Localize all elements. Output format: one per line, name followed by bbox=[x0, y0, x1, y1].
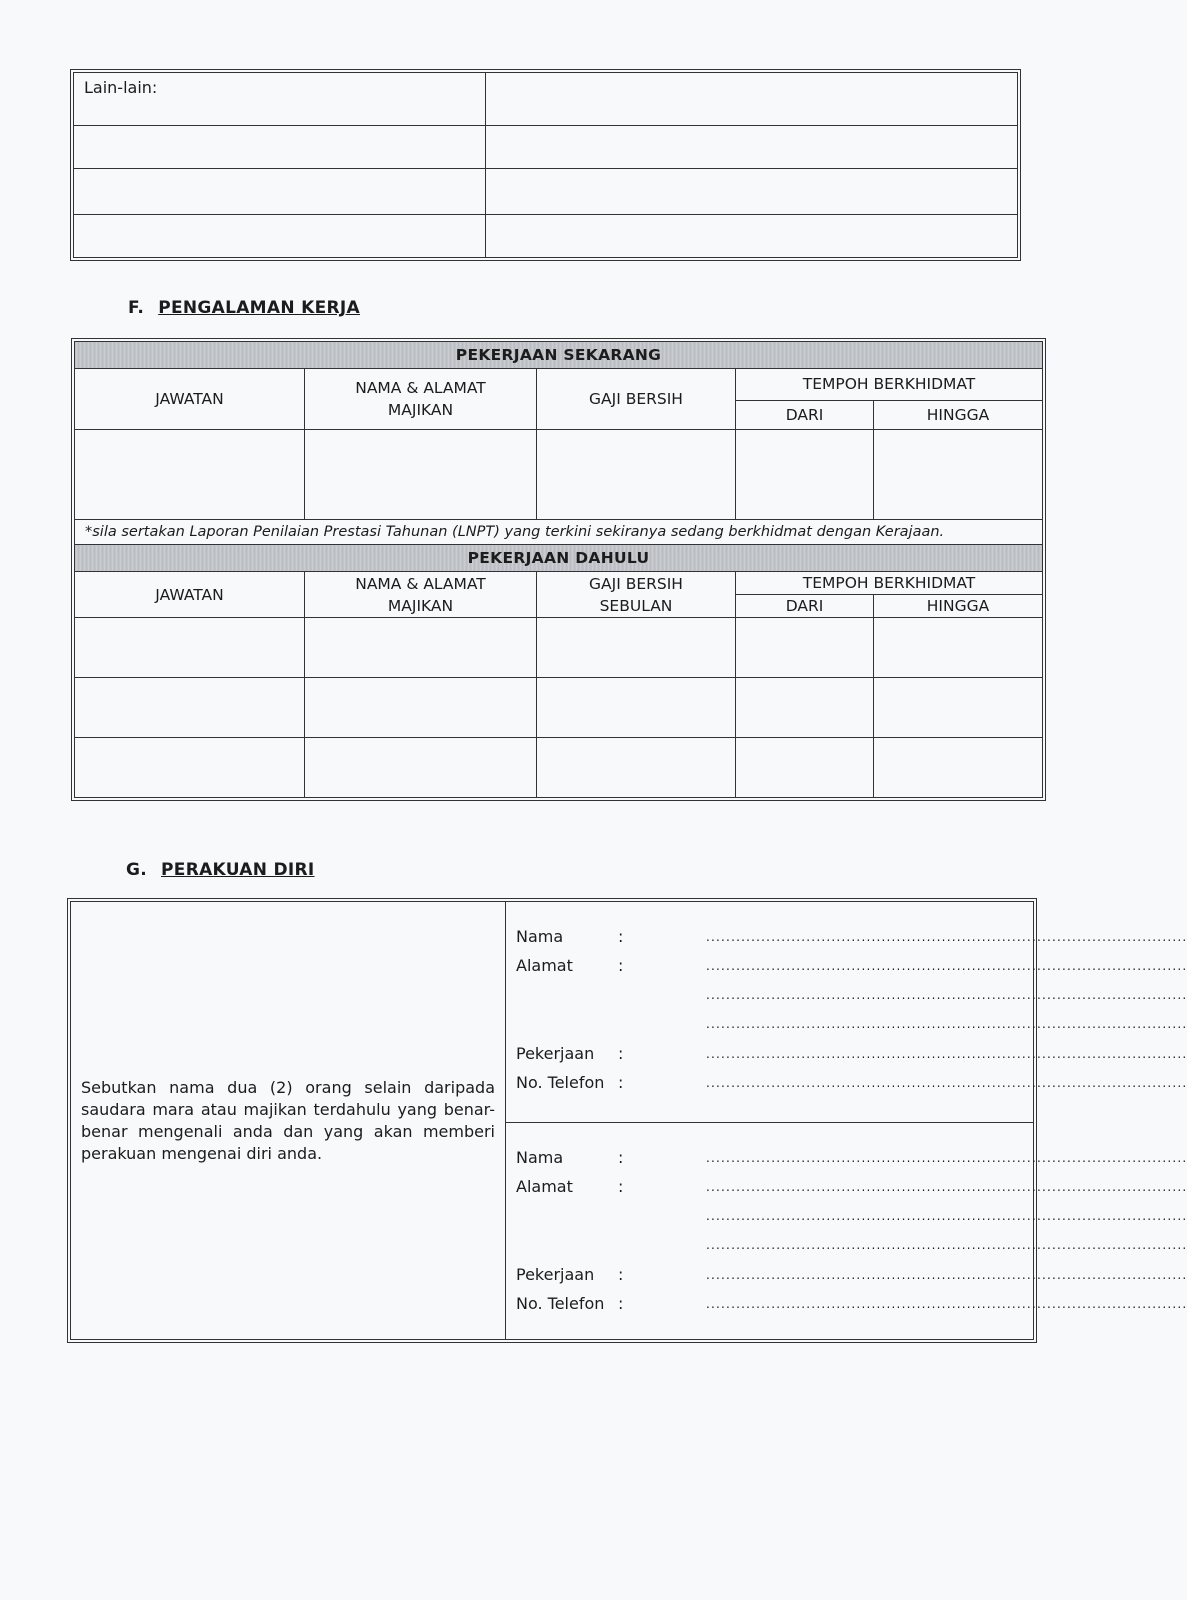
col-nama-alamat-text: NAMA & ALAMAT MAJIKAN bbox=[355, 379, 486, 419]
referee-1-nama-line[interactable] bbox=[516, 922, 1187, 952]
table-row bbox=[75, 369, 1043, 401]
colon: : bbox=[618, 1265, 624, 1284]
col-dari: DARI bbox=[736, 400, 874, 429]
referee-table bbox=[70, 901, 1187, 1340]
previous-job-band: PEKERJAAN DAHULU bbox=[75, 545, 1043, 572]
alamat-label: Alamat bbox=[516, 1177, 573, 1196]
section-f-letter: F. bbox=[128, 298, 145, 318]
referee-2-telefon-line[interactable] bbox=[516, 1289, 1187, 1319]
previous-dari-cell[interactable] bbox=[736, 678, 874, 738]
dotted-line: ................................................................................................ bbox=[706, 1076, 1187, 1090]
other-info-table bbox=[73, 72, 1018, 258]
current-job-band: PEKERJAAN SEKARANG bbox=[75, 342, 1043, 369]
referee-1-alamat-line[interactable] bbox=[516, 951, 1187, 981]
previous-jawatan-cell[interactable] bbox=[75, 678, 305, 738]
section-g-letter: G. bbox=[126, 860, 148, 880]
dotted-line: ................................................................................................ bbox=[706, 1017, 1187, 1031]
dotted-line: ................................................................................................ bbox=[706, 959, 1187, 973]
previous-dari-cell[interactable] bbox=[736, 738, 874, 798]
section-g-heading bbox=[126, 860, 315, 880]
dotted-line: ................................................................................................ bbox=[706, 1209, 1187, 1223]
col-nama-alamat bbox=[305, 369, 537, 430]
referee-2-pekerjaan-line[interactable] bbox=[516, 1260, 1187, 1290]
colon: : bbox=[618, 1073, 624, 1092]
colon: : bbox=[618, 1044, 624, 1063]
other-info-field[interactable] bbox=[486, 126, 1018, 169]
referee-2-nama-line[interactable] bbox=[516, 1143, 1187, 1173]
current-dari-cell[interactable] bbox=[736, 430, 874, 520]
other-info-field[interactable] bbox=[74, 126, 486, 169]
col-tempoh: TEMPOH BERKHIDMAT bbox=[736, 369, 1043, 401]
referee-1-alamat-line-2[interactable] bbox=[516, 980, 1187, 1010]
colon: : bbox=[618, 1148, 624, 1167]
dotted-line: ................................................................................................ bbox=[706, 1151, 1187, 1165]
previous-majikan-cell[interactable] bbox=[305, 618, 537, 678]
referee-1-fields bbox=[506, 902, 1187, 1122]
other-info-label: Lain-lain: bbox=[74, 73, 486, 126]
table-row bbox=[75, 342, 1043, 369]
table-row bbox=[75, 520, 1043, 545]
other-info-field[interactable] bbox=[74, 215, 486, 258]
col-jawatan: JAWATAN bbox=[75, 369, 305, 430]
col-nama-alamat-text: NAMA & ALAMAT MAJIKAN bbox=[355, 574, 486, 615]
col-nama-alamat bbox=[305, 572, 537, 618]
referee-1-telefon-line[interactable] bbox=[516, 1068, 1187, 1098]
previous-majikan-cell[interactable] bbox=[305, 738, 537, 798]
table-row bbox=[74, 73, 1018, 126]
pekerjaan-label: Pekerjaan bbox=[516, 1265, 595, 1284]
current-hingga-cell[interactable] bbox=[874, 430, 1043, 520]
previous-jawatan-cell[interactable] bbox=[75, 738, 305, 798]
table-row bbox=[75, 572, 1043, 595]
table-row bbox=[71, 902, 1034, 1123]
table-row bbox=[75, 618, 1043, 678]
current-gaji-cell[interactable] bbox=[537, 430, 736, 520]
table-row bbox=[75, 678, 1043, 738]
col-hingga: HINGGA bbox=[874, 595, 1043, 618]
dotted-line: ................................................................................................ bbox=[706, 988, 1187, 1002]
pekerjaan-label: Pekerjaan bbox=[516, 1044, 595, 1063]
current-majikan-cell[interactable] bbox=[305, 430, 537, 520]
table-row bbox=[75, 545, 1043, 572]
col-hingga: HINGGA bbox=[874, 400, 1043, 429]
col-tempoh: TEMPOH BERKHIDMAT bbox=[736, 572, 1043, 595]
nama-label: Nama bbox=[516, 927, 564, 946]
previous-hingga-cell[interactable] bbox=[874, 678, 1043, 738]
colon: : bbox=[618, 927, 624, 946]
col-gaji-text: GAJI BERSIH SEBULAN bbox=[589, 574, 683, 615]
other-info-field[interactable] bbox=[486, 215, 1018, 258]
col-dari: DARI bbox=[736, 595, 874, 618]
telefon-label: No. Telefon bbox=[516, 1073, 605, 1092]
previous-hingga-cell[interactable] bbox=[874, 618, 1043, 678]
section-f-heading bbox=[128, 298, 360, 318]
previous-jawatan-cell[interactable] bbox=[75, 618, 305, 678]
nama-label: Nama bbox=[516, 1148, 564, 1167]
referee-2-alamat-line[interactable] bbox=[516, 1172, 1187, 1202]
referee-2-alamat-line-2[interactable] bbox=[516, 1201, 1187, 1231]
colon: : bbox=[618, 1177, 624, 1196]
col-jawatan: JAWATAN bbox=[75, 572, 305, 618]
previous-hingga-cell[interactable] bbox=[874, 738, 1043, 798]
other-info-field[interactable] bbox=[486, 73, 1018, 126]
referee-instructions: Sebutkan nama dua (2) orang selain daripada saudara mara atau majikan terdahulu yang benar-benar mengenali anda dan yang akan memberi perakuan mengenai diri anda. bbox=[71, 902, 506, 1340]
other-info-field[interactable] bbox=[74, 169, 486, 215]
table-row bbox=[74, 126, 1018, 169]
work-experience-table bbox=[74, 341, 1043, 798]
other-info-field[interactable] bbox=[486, 169, 1018, 215]
dotted-line: ................................................................................................ bbox=[706, 1297, 1187, 1311]
dotted-line: ................................................................................................ bbox=[706, 1180, 1187, 1194]
telefon-label: No. Telefon bbox=[516, 1294, 605, 1313]
colon: : bbox=[618, 1294, 624, 1313]
previous-gaji-cell[interactable] bbox=[537, 738, 736, 798]
table-row bbox=[75, 430, 1043, 520]
dotted-line: ................................................................................................ bbox=[706, 1238, 1187, 1252]
referee-1-pekerjaan-line[interactable] bbox=[516, 1039, 1187, 1069]
previous-gaji-cell[interactable] bbox=[537, 678, 736, 738]
colon: : bbox=[618, 956, 624, 975]
dotted-line: ................................................................................................ bbox=[706, 1047, 1187, 1061]
previous-dari-cell[interactable] bbox=[736, 618, 874, 678]
referee-2-fields bbox=[506, 1123, 1187, 1339]
col-gaji: GAJI BERSIH bbox=[537, 369, 736, 430]
previous-majikan-cell[interactable] bbox=[305, 678, 537, 738]
col-gaji bbox=[537, 572, 736, 618]
table-row bbox=[75, 738, 1043, 798]
dotted-line: ................................................................................................ bbox=[706, 1268, 1187, 1282]
section-f-title: PENGALAMAN KERJA bbox=[158, 298, 360, 318]
referee-1-alamat-line-3[interactable] bbox=[516, 1009, 1187, 1039]
referee-1-block bbox=[506, 902, 1187, 1123]
lnpt-note: *sila sertakan Laporan Penilaian Prestasi Tahunan (LNPT) yang terkini sekiranya sedang berkhidmat dengan Kerajaan. bbox=[75, 520, 1043, 545]
table-row bbox=[74, 215, 1018, 258]
dotted-line: ................................................................................................ bbox=[706, 930, 1187, 944]
referee-2-alamat-line-3[interactable] bbox=[516, 1230, 1187, 1260]
current-jawatan-cell[interactable] bbox=[75, 430, 305, 520]
previous-gaji-cell[interactable] bbox=[537, 618, 736, 678]
alamat-label: Alamat bbox=[516, 956, 573, 975]
referee-2-block bbox=[506, 1123, 1187, 1340]
section-g-title: PERAKUAN DIRI bbox=[161, 860, 315, 880]
table-row bbox=[74, 169, 1018, 215]
